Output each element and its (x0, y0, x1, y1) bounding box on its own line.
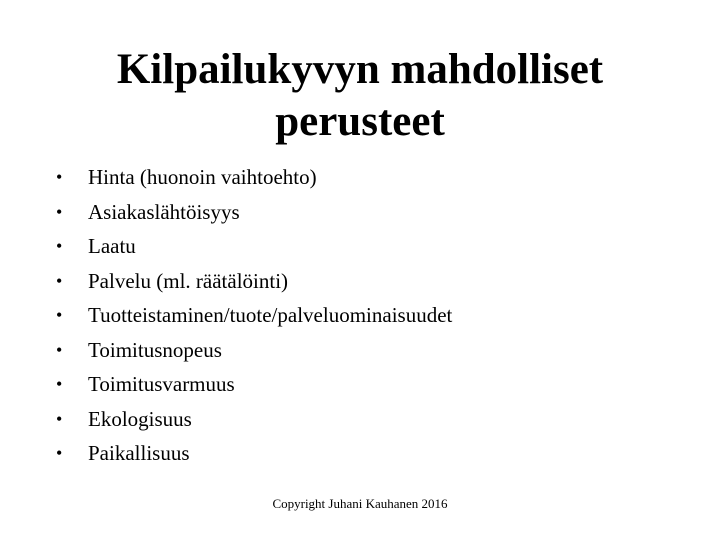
bullet-icon: • (56, 408, 63, 429)
bullet-item-hinta (56, 160, 676, 195)
slide-title (60, 44, 660, 148)
copyright-footer: Copyright Juhani Kauhanen 2016 (272, 496, 448, 511)
bullet-item-toimitusvarmuus (56, 367, 676, 402)
bullet-icon: • (56, 305, 63, 325)
bullet-text: Ekologisuus (88, 406, 192, 431)
bullet-icon: • (56, 374, 63, 394)
bullet-icon: • (56, 443, 63, 463)
bullet-icon: • (56, 201, 63, 222)
bullet-item-ekologisuus (56, 402, 676, 437)
bullet-icon: • (56, 339, 63, 360)
bullet-item-tuotteistaminen (56, 298, 676, 333)
bullet-item-paikallisuus (56, 436, 676, 471)
bullet-icon: • (56, 270, 63, 291)
slide-title-line-1: Kilpailukyvyn mahdolliset (116, 46, 604, 93)
bullet-item-asiakaslahtoisyys (56, 195, 676, 230)
bullet-item-palvelu (56, 264, 676, 299)
bullet-text: Hinta (huonoin vaihtoehto) (88, 165, 317, 189)
bullet-text: Laatu (88, 234, 136, 258)
bullet-text: Toimitusnopeus (88, 337, 222, 362)
bullet-list (56, 160, 676, 471)
slide-title-line-2: perusteet (275, 98, 445, 145)
bullet-text: Palvelu (ml. räätälöinti) (88, 268, 289, 293)
bullet-item-laatu (56, 229, 676, 264)
bullet-text: Asiakaslähtöisyys (88, 199, 240, 224)
bullet-icon: • (56, 167, 63, 187)
bullet-text: Tuotteistaminen/tuote/palveluominaisuudet (88, 303, 453, 327)
bullet-text: Paikallisuus (88, 441, 190, 465)
bullet-text: Toimitusvarmuus (88, 372, 235, 396)
bullet-icon: • (56, 236, 63, 256)
bullet-item-toimitusnopeus (56, 333, 676, 368)
